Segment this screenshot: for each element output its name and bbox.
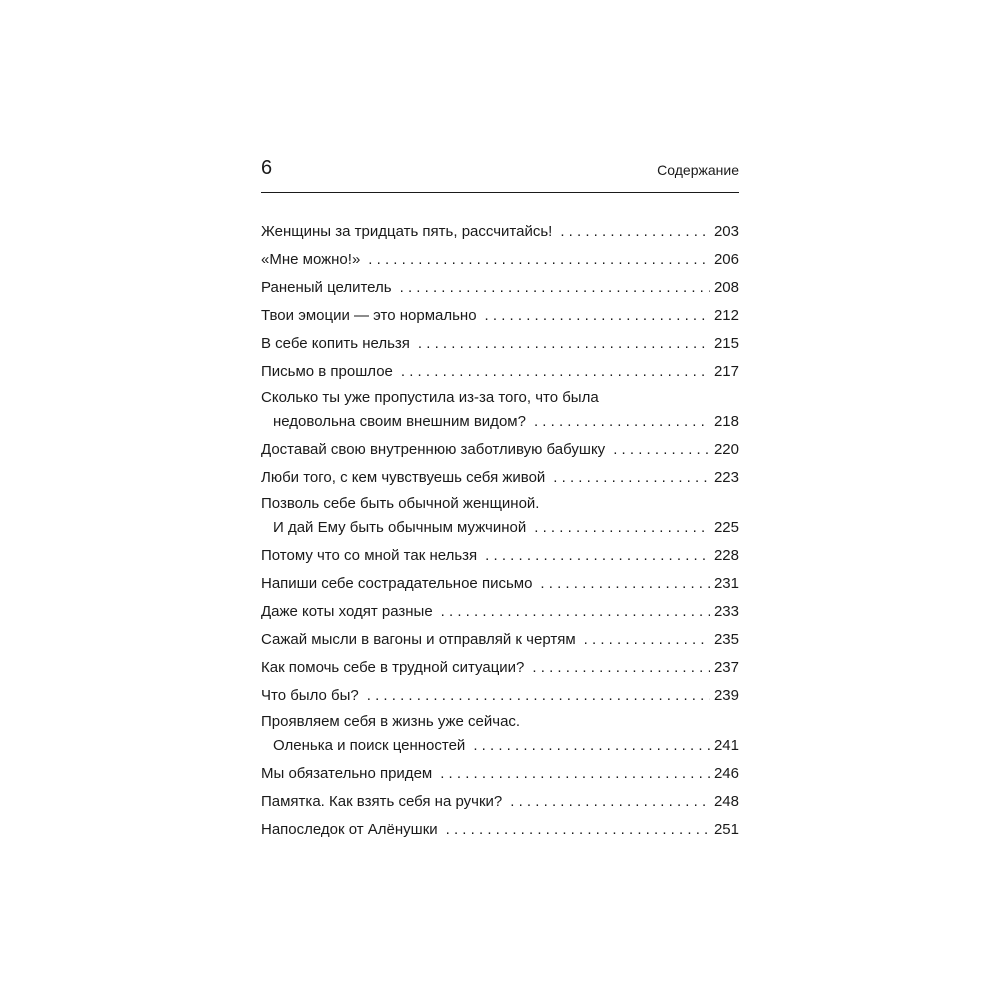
dot-leader xyxy=(400,275,710,301)
toc-entry-page: 233 xyxy=(713,603,739,620)
dot-leader xyxy=(534,409,710,435)
dot-leader xyxy=(613,437,710,463)
toc-entry-page: 215 xyxy=(713,335,739,352)
toc-entry xyxy=(261,437,739,463)
toc-entry-page: 218 xyxy=(713,413,739,430)
toc-entry xyxy=(261,789,739,815)
toc-entry xyxy=(261,465,739,491)
toc-entry-title: Доставай свою внутреннюю заботливую бабушку xyxy=(261,441,606,458)
table-of-contents xyxy=(261,219,739,845)
toc-entry-title: недовольна своим внешним видом? xyxy=(273,413,526,430)
toc-entry-title-line1: Позволь себе быть обычной женщиной. xyxy=(261,495,540,512)
dot-leader xyxy=(368,247,710,273)
dot-leader xyxy=(367,683,710,709)
dot-leader xyxy=(534,515,710,541)
toc-entry xyxy=(261,543,739,569)
toc-entry-page: 251 xyxy=(713,821,739,838)
toc-entry-title: Раненый целитель xyxy=(261,279,392,296)
toc-entry-page: 248 xyxy=(713,793,739,810)
dot-leader xyxy=(418,331,710,357)
toc-entry xyxy=(261,655,739,681)
dot-leader xyxy=(441,599,710,625)
header-rule xyxy=(261,192,739,193)
section-title: Содержание xyxy=(657,162,739,178)
dot-leader xyxy=(560,219,710,245)
toc-entry-page: 225 xyxy=(713,519,739,536)
toc-entry xyxy=(261,493,739,541)
toc-entry-page: 246 xyxy=(713,765,739,782)
toc-entry-page: 241 xyxy=(713,737,739,754)
toc-entry-title: В себе копить нельзя xyxy=(261,335,410,352)
toc-entry xyxy=(261,817,739,843)
toc-entry-page: 203 xyxy=(713,223,739,240)
toc-entry-title-line1: Проявляем себя в жизнь уже сейчас. xyxy=(261,713,521,730)
running-header xyxy=(261,154,739,194)
toc-entry xyxy=(261,275,739,301)
toc-entry-title: Твои эмоции — это нормально xyxy=(261,307,477,324)
toc-entry xyxy=(261,683,739,709)
toc-entry xyxy=(261,331,739,357)
toc-entry xyxy=(261,387,739,435)
toc-entry-page: 206 xyxy=(713,251,739,268)
toc-entry xyxy=(261,359,739,385)
toc-entry-title: Потому что со мной так нельзя xyxy=(261,547,478,564)
toc-entry xyxy=(261,599,739,625)
toc-entry-title: Люби того, с кем чувствуешь себя живой xyxy=(261,469,546,486)
dot-leader xyxy=(485,303,710,329)
toc-entry-page: 239 xyxy=(713,687,739,704)
toc-entry xyxy=(261,247,739,273)
toc-entry-title: Сажай мысли в вагоны и отправляй к чертям xyxy=(261,631,576,648)
dot-leader xyxy=(440,761,710,787)
toc-entry-title: И дай Ему быть обычным мужчиной xyxy=(273,519,527,536)
dot-leader xyxy=(532,655,710,681)
toc-entry-title: Женщины за тридцать пять, рассчитайсь! xyxy=(261,223,553,240)
toc-entry-title: «Мне можно!» xyxy=(261,251,361,268)
toc-entry-page: 235 xyxy=(713,631,739,648)
toc-entry-title: Как помочь себе в трудной ситуации? xyxy=(261,659,525,676)
toc-entry xyxy=(261,571,739,597)
toc-entry-title: Напиши себе сострадательное письмо xyxy=(261,575,533,592)
dot-leader xyxy=(584,627,710,653)
toc-entry-title: Даже коты ходят разные xyxy=(261,603,433,620)
toc-entry-page: 220 xyxy=(713,441,739,458)
toc-entry-page: 212 xyxy=(713,307,739,324)
toc-entry-title: Письмо в прошлое xyxy=(261,363,393,380)
toc-entry-title: Напоследок от Алёнушки xyxy=(261,821,438,838)
page-number: 6 xyxy=(261,157,273,179)
toc-entry-page: 231 xyxy=(713,575,739,592)
toc-entry-title: Памятка. Как взять себя на ручки? xyxy=(261,793,503,810)
dot-leader xyxy=(446,817,710,843)
toc-entry-title: Оленька и поиск ценностей xyxy=(273,737,466,754)
dot-leader xyxy=(401,359,710,385)
dot-leader xyxy=(553,465,710,491)
toc-entry-page: 208 xyxy=(713,279,739,296)
dot-leader xyxy=(510,789,710,815)
toc-entry-title: Что было бы? xyxy=(261,687,359,704)
toc-entry-page: 217 xyxy=(713,363,739,380)
dot-leader xyxy=(473,733,710,759)
toc-entry-title-line1: Сколько ты уже пропустила из-за того, что была xyxy=(261,389,599,406)
toc-entry-page: 237 xyxy=(713,659,739,676)
dot-leader xyxy=(485,543,710,569)
toc-entry-title: Мы обязательно придем xyxy=(261,765,433,782)
dot-leader xyxy=(540,571,710,597)
toc-entry-page: 228 xyxy=(713,547,739,564)
toc-entry-page: 223 xyxy=(713,469,739,486)
toc-entry xyxy=(261,303,739,329)
toc-entry xyxy=(261,627,739,653)
toc-entry xyxy=(261,711,739,759)
toc-entry xyxy=(261,761,739,787)
toc-entry xyxy=(261,219,739,245)
